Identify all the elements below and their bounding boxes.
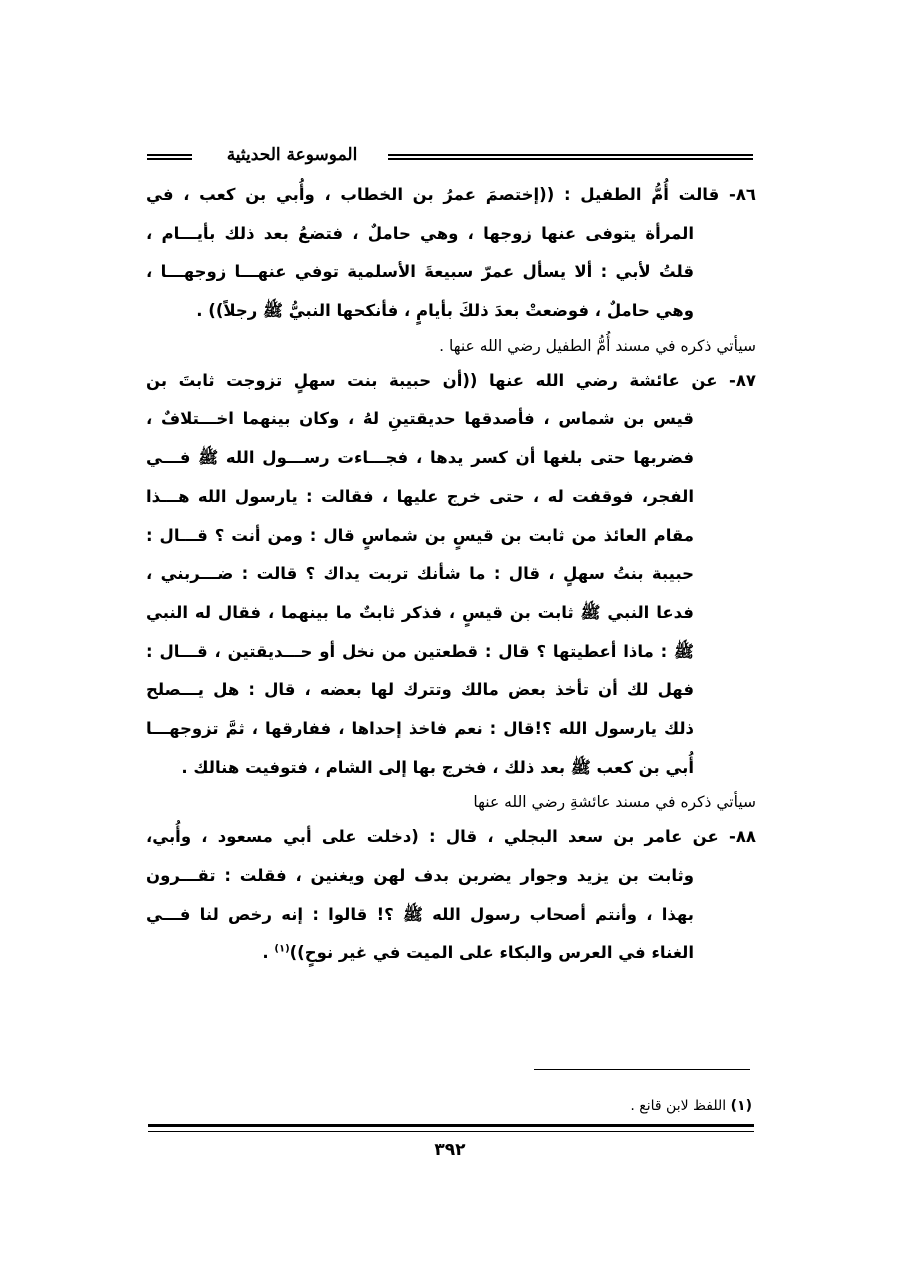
hadith-87-line-5: مقام العائذ من ثابت بن قيسٍ بن شماسٍ قال : ومن أنت ؟ قـــال :	[146, 525, 694, 545]
hadith-86-line-4: وهي حاملٌ ، فوضعتْ بعدَ ذلكَ بأيامٍ ، فأنكحها النبيُّ ﷺ رجلاً)) .	[196, 301, 694, 321]
footnote-separator	[534, 1069, 750, 1070]
hadith-88-line-4	[146, 934, 756, 973]
footnote-number: (١)	[730, 1098, 752, 1114]
footer-rule	[148, 1124, 754, 1132]
hadith-88-line-2: وثابت بن يزيد وجوار يضربن بدف لهن ويغنين ، فقلت : تقـــرون	[146, 866, 694, 885]
header-rule-left	[147, 154, 192, 160]
hadith-88-line-3: بهذا ، وأنتم أصحاب رسول الله ﷺ ؟! قالوا : إنه رخص لنا فـــي	[146, 904, 694, 924]
footnote-text: اللفظ لابن قانع .	[630, 1098, 727, 1114]
hadith-87-line-11: أُبي بن كعب ﷺ بعد ذلك ، فخرج بها إلى الشام ، فتوفيت هنالك .	[181, 757, 694, 777]
hadith-87-line-2: قيس بن شماس ، فأصدقها حديقتينِ لهُ ، وكان بينهما اخـــتلافٌ ،	[146, 409, 694, 429]
hadith-87-line-8: ﷺ : ماذا أعطيتها ؟ قال : قطعتين من نخل أو حـــديقتين ، قـــال :	[146, 641, 694, 661]
header-rule-right	[388, 154, 753, 160]
footnote-reference: (١)	[274, 943, 290, 955]
hadith-86-line-2: المرأة يتوفى عنها زوجها ، وهي حاملٌ ، فتضعُ بعد ذلك بأيـــام ،	[146, 223, 694, 243]
hadith-87-line-3: فضربها حتى بلغها أن كسر يدها ، فجـــاءت رســـول الله ﷺ فـــي	[146, 448, 694, 468]
hadith-87-note: سيأتي ذكره في مسند عائشةِ رضي الله عنها	[473, 793, 756, 812]
hadith-88-line-4-text: الغناء في العرس والبكاء على الميت في غير نوحٍ))	[289, 943, 694, 963]
hadith-87-line-10: ذلك يارسول الله ؟!قال : نعم فاخذ إحداها ، ففارقها ، ثمَّ تزوجهـــا	[146, 718, 694, 738]
hadith-87-line-9: فهل لك أن تأخذ بعض مالك وتترك لها بعضه ، قال : هل يـــصلح	[146, 680, 694, 700]
header-title: الموسوعة الحديثية	[226, 145, 358, 165]
hadith-86-note: سيأتي ذكره في مسند أُمُّ الطفيل رضي الله عنها .	[439, 336, 756, 355]
hadith-88-line-1: ٨٨- عن عامر بن سعد البجلي ، قال : (دخلت على أبي مسعود ، وأُبي،	[146, 827, 756, 847]
page-number: ٣٩٢	[434, 1140, 466, 1160]
hadith-88-line-4-end: .	[262, 943, 275, 963]
hadith-87-line-4: الفجر، فوقفت له ، حتى خرج عليها ، فقالت : يارسول الله هـــذا	[146, 486, 694, 506]
hadith-87-line-1: ٨٧- عن عائشة رضي الله عنها ((أن حبيبة بنت سهلٍ تزوجت ثابتَ بن	[146, 370, 756, 390]
hadith-86-line-1: ٨٦- قالت أُمُّ الطفيل : ((إختصمَ عمرُ بن الخطاب ، وأُبي بن كعب ، في	[146, 185, 756, 204]
running-header	[147, 142, 753, 172]
main-text	[146, 176, 756, 973]
hadith-87-line-6: حبيبة بنتُ سهلٍ ، قال : ما شأنك تربت يداك ؟ قالت : ضـــربني ،	[146, 564, 694, 584]
hadith-86-line-3: قلتُ لأبي : ألا يسأل عمرّ سبيعةَ الأسلمية توفي عنهـــا زوجهـــا ،	[146, 262, 694, 282]
footnote	[400, 1094, 752, 1118]
hadith-87-line-7: فدعا النبي ﷺ ثابت بن قيسٍ ، فذكر ثابتٌ ما بينهما ، فقال له النبي	[146, 602, 694, 622]
